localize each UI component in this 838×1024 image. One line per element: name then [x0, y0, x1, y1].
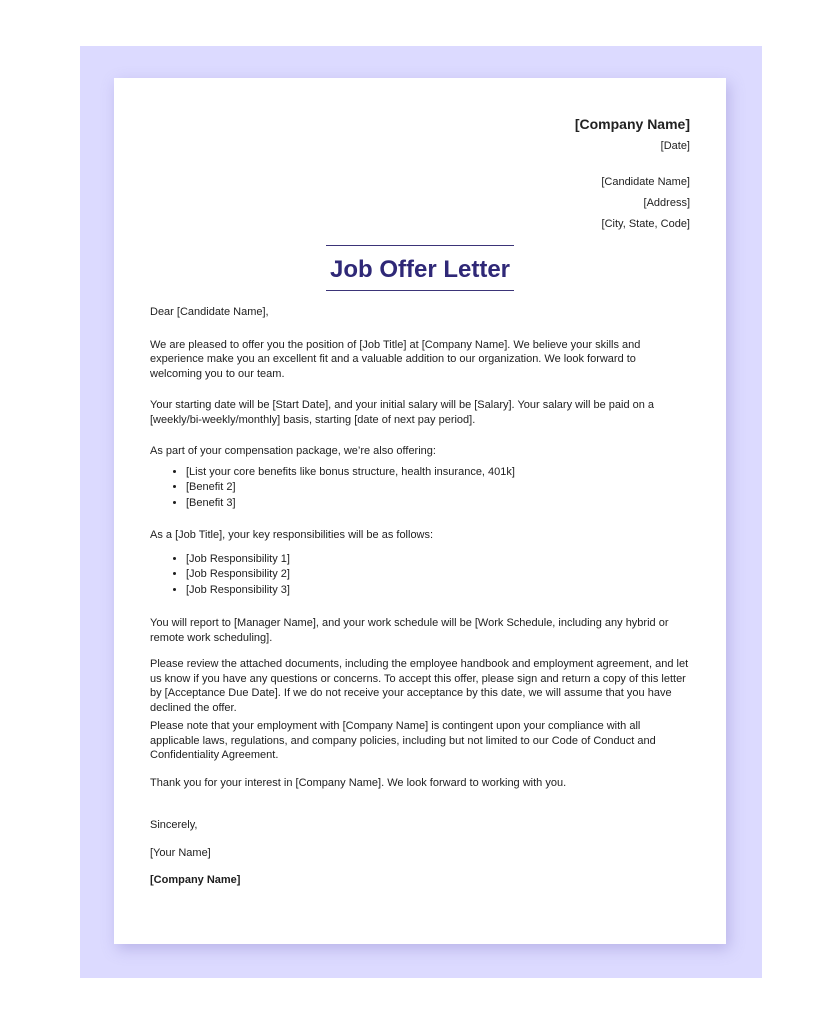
paragraph-reporting: You will report to [Manager Name], and your work schedule will be [Work Schedule, including any hybrid or remote work scheduling]. — [150, 617, 669, 644]
list-item: • [Benefit 3] — [186, 496, 690, 512]
paragraph-compensation: As part of your compensation package, we’re also offering: — [150, 445, 436, 457]
header-address: [Address] — [643, 197, 690, 209]
document-title: Job Offer Letter — [329, 256, 511, 283]
sign-off: Sincerely, — [150, 819, 198, 831]
paragraph-responsibilities: As a [Job Title], your key responsibilities will be as follows: — [150, 529, 434, 541]
header-date: [Date] — [660, 140, 690, 152]
list-item: • [Job Responsibility 3] — [186, 583, 690, 599]
paragraph-offer: We are pleased to offer you the position of [Job Title] at [Company Name]. We believe your skills and experience make you an excellent fit and a valuable addition to our organization. We look forward to welcoming you to our team. — [150, 338, 641, 380]
greeting: Dear [Candidate Name], — [150, 306, 269, 318]
list-item: • [Job Responsibility 2] — [186, 567, 690, 583]
letter-page — [114, 78, 726, 944]
signer-name: [Your Name] — [150, 846, 211, 859]
header-city-state-code: [City, State, Code] — [601, 218, 690, 230]
letter-content — [150, 114, 690, 901]
header-company-name: [Company Name] — [574, 116, 690, 132]
responsibilities-list — [150, 552, 690, 599]
list-item: • [Job Responsibility 1] — [186, 552, 690, 568]
paragraph-compliance: Please note that your employment with [Company Name] is contingent upon your compliance with all applicable laws, regulations, and company policies, including but not limited to our Code of Conduct and Confidentiality Agreement. — [150, 720, 656, 761]
letter-header — [150, 114, 690, 235]
title-rules — [326, 245, 514, 291]
paragraph-salary: Your starting date will be [Start Date], and your initial salary will be [Salary]. Your salary will be paid on a [weekly/bi-weekly/monthly] basis, starting [date of next pay period]. — [150, 399, 655, 426]
title-block — [150, 245, 690, 291]
paragraph-review-documents: Please review the attached documents, including the employee handbook and employment agreement, and let us know if you have any questions or concerns. To accept this offer, please sign and return a copy of this letter by [Acceptance Due Date]. If we do not receive your acceptance by this date, we will assume that you have declined the offer. — [150, 658, 689, 714]
signer-company: [Company Name] — [150, 874, 241, 886]
header-candidate-name: [Candidate Name] — [601, 176, 690, 188]
benefits-list — [150, 465, 690, 512]
list-item: • [List your core benefits like bonus structure, health insurance, 401k] — [186, 465, 690, 481]
paragraph-thanks: Thank you for your interest in [Company Name]. We look forward to working with you. — [150, 776, 567, 789]
list-item: • [Benefit 2] — [186, 480, 690, 496]
